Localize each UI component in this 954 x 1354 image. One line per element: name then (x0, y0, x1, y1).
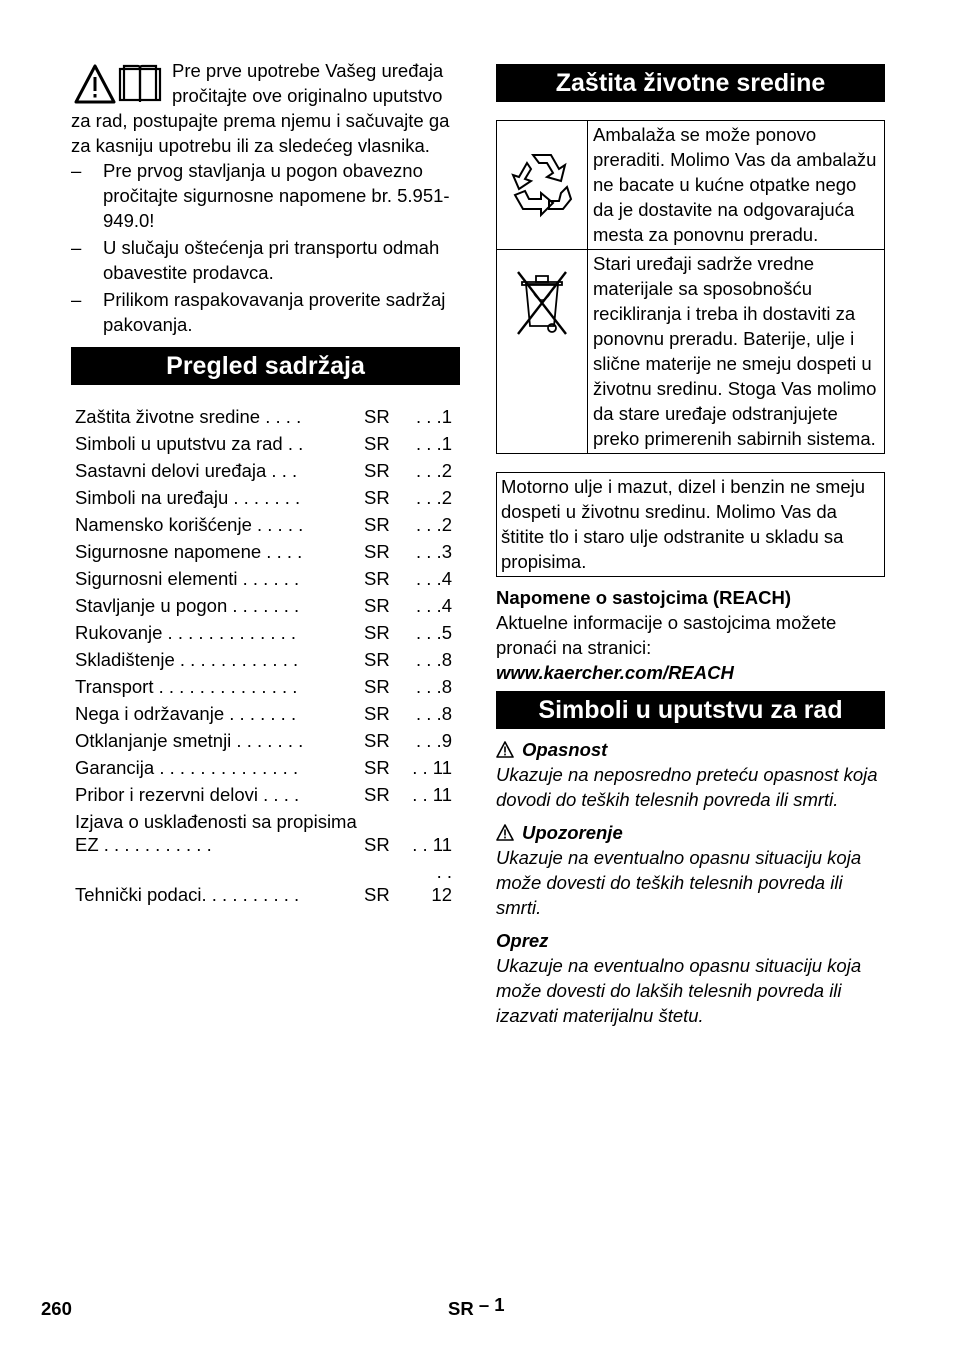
reach-block (496, 585, 885, 685)
table-row[interactable] (71, 754, 460, 781)
table-row[interactable] (71, 511, 460, 538)
toc-page: . . .2 (416, 460, 452, 481)
toc-page: . . .1 (416, 433, 452, 454)
table-row[interactable] (71, 538, 460, 565)
manual-book-icon (120, 66, 160, 102)
toc-name: Simboli u uputstvu za rad . . (75, 433, 304, 454)
toc-name: Zaštita životne sredine . . . . (75, 406, 302, 427)
footer-section-page: – 1 (478, 1294, 505, 1315)
page-number: 260 (41, 1298, 72, 1319)
toc-page: . . .5 (416, 622, 452, 643)
symbols-heading: Simboli u uputstvu za rad (496, 691, 885, 729)
toc-lang: SR (364, 514, 390, 535)
toc-name: Garancija . . . . . . . . . . . . . . (75, 757, 299, 778)
toc-page: . . .8 (416, 676, 452, 697)
intro-icons (74, 64, 166, 106)
reach-title: Napomene o sastojcima (REACH) (496, 587, 792, 608)
intro-block (71, 58, 460, 337)
toc-name: Pribor i rezervni delovi . . . . (75, 784, 300, 805)
bin-text: Stari uređaji sadrže vredne materijale sa sposobnošću recikliranja i treba ih dostaviti za ponovnu preradu. Baterije, ulje i slične materije ne smeju dospeti u životnu sredinu. Stoga Vas molimo da stare uređaje odstranjujete preko primerenih sabirnih sistema. (588, 250, 885, 454)
toc-lang: SR (364, 541, 390, 562)
warning-heading (496, 820, 885, 845)
toc-lang: SR (364, 703, 390, 724)
toc-page: . . 11 (412, 834, 452, 855)
toc-page: . . 11 (412, 757, 452, 778)
table-row[interactable] (71, 727, 460, 754)
toc-lang: SR (364, 676, 390, 697)
toc-name: Otklanjanje smetnji . . . . . . . (75, 730, 304, 751)
toc-lang: SR (364, 460, 390, 481)
recycle-cell (497, 121, 588, 250)
warning-label: Upozorenje (522, 822, 623, 843)
toc-table (71, 403, 460, 908)
intro-bullets (71, 158, 460, 337)
toc-name: Stavljanje u pogon . . . . . . . (75, 595, 300, 616)
toc-page: . . .4 (416, 568, 452, 589)
intro-text: Pre prve upotrebe Vašeg uređaja pročitajte ove originalno uputstvo za rad, postupajte prema njemu i sačuvajte ga za kasniju upotrebu ili za sledećeg vlasnika. (71, 60, 450, 156)
reach-link[interactable]: www.kaercher.com/REACH (496, 662, 734, 683)
environment-table (496, 120, 885, 454)
table-row (497, 250, 885, 454)
toc-lang: SR (364, 568, 390, 589)
toc-name: Sigurnosne napomene . . . . (75, 541, 303, 562)
toc-name: Rukovanje . . . . . . . . . . . . . (75, 622, 297, 643)
table-row[interactable] (71, 592, 460, 619)
toc-page: . . .1 (416, 406, 452, 427)
toc-page: . . .9 (416, 730, 452, 751)
toc-name: Sastavni delovi uređaja . . . (75, 460, 298, 481)
toc-page: . . .8 (416, 649, 452, 670)
toc-page: . . .3 (416, 541, 452, 562)
table-row[interactable] (71, 619, 460, 646)
toc-lang: SR (364, 649, 390, 670)
toc-lang: SR (364, 406, 390, 427)
table-row[interactable] (71, 673, 460, 700)
toc-lang: SR (364, 595, 390, 616)
recycle-text: Ambalaža se može ponovo preraditi. Molimo Vas da ambalažu ne bacate u kućne otpatke nego da je dostavite na odgovarajuća mesta za ponovnu preradu. (588, 121, 885, 250)
caution-text: Ukazuje na eventualno opasnu situaciju koja može dovesti do lakših telesnih povreda ili izazvati materijalnu štetu. (496, 955, 862, 1026)
table-row (497, 121, 885, 250)
table-row[interactable] (71, 430, 460, 457)
warning-triangle-icon (76, 66, 114, 102)
toc-lang: SR (364, 433, 390, 454)
symbols-block (496, 737, 885, 1028)
toc-lang: SR (364, 757, 390, 778)
bin-cell (497, 250, 588, 454)
toc-name: Tehnički podaci. . . . . . . . . . (75, 884, 300, 905)
left-column (71, 58, 460, 908)
toc-name: Transport . . . . . . . . . . . . . . (75, 676, 298, 697)
toc-name: Nega i održavanje . . . . . . . (75, 703, 297, 724)
table-row[interactable] (71, 700, 460, 727)
toc-name: Izjava o usklađenosti sa propisima EZ . . . . . . . . . . . (75, 811, 357, 855)
toc-heading: Pregled sadržaja (71, 347, 460, 385)
caution-heading: Oprez (496, 930, 549, 951)
toc-name: Simboli na uređaju . . . . . . . (75, 487, 301, 508)
footer-section (448, 1294, 505, 1320)
toc-page: . . .2 (416, 487, 452, 508)
danger-heading (496, 737, 885, 762)
table-row[interactable] (71, 565, 460, 592)
warning-triangle-icon (496, 824, 514, 841)
table-row[interactable] (71, 484, 460, 511)
table-row[interactable] (71, 403, 460, 430)
oil-note-box: Motorno ulje i mazut, dizel i benzin ne smeju dospeti u životnu sredinu. Molimo Vas da štitite tlo i staro ulje odstranite u skladu sa propisima. (496, 472, 885, 577)
toc-lang: SR (364, 730, 390, 751)
toc-lang: SR (364, 487, 390, 508)
toc-lang: SR (364, 834, 390, 855)
reach-text: Aktuelne informacije o sastojcima možete pronaći na stranici: (496, 612, 837, 658)
toc-name: Skladištenje . . . . . . . . . . . . (75, 649, 299, 670)
table-row[interactable] (71, 646, 460, 673)
danger-label: Opasnost (522, 739, 608, 760)
danger-text: Ukazuje na neposredno preteću opasnost koja dovodi do teških telesnih povreda ili smrti. (496, 764, 878, 810)
toc-page: . . 11 (412, 784, 452, 805)
toc-page: . . .4 (416, 595, 452, 616)
recycle-icon (505, 145, 579, 219)
list-item: – U slučaju oštećenja pri transportu odmah obavestite prodavca. (71, 235, 460, 285)
list-item: – Pre prvog stavljanja u pogon obavezno pročitajte sigurnosne napomene br. 5.951-949.0! (71, 158, 460, 233)
toc-lang: SR (364, 884, 390, 905)
toc-lang: SR (364, 784, 390, 805)
toc-name: Namensko korišćenje . . . . . (75, 514, 304, 535)
toc-page: . . .8 (416, 703, 452, 724)
toc-name: Sigurnosni elementi . . . . . . (75, 568, 300, 589)
table-row[interactable] (71, 808, 460, 858)
environment-heading: Zaštita životne sredine (496, 64, 885, 102)
footer-section-code: SR (448, 1298, 474, 1319)
toc-page: . . .2 (416, 514, 452, 535)
toc-lang: SR (364, 622, 390, 643)
toc-page: . . 12 (431, 861, 452, 905)
warning-triangle-icon (496, 741, 514, 758)
table-row[interactable] (71, 781, 460, 808)
table-row[interactable] (71, 457, 460, 484)
warning-text: Ukazuje na eventualno opasnu situaciju koja može dovesti do teških telesnih povreda ili smrti. (496, 847, 862, 918)
table-row[interactable] (71, 858, 460, 908)
crossed-bin-icon (512, 266, 572, 338)
list-item: – Prilikom raspakovavanja proverite sadržaj pakovanja. (71, 287, 460, 337)
right-column (496, 64, 885, 1028)
